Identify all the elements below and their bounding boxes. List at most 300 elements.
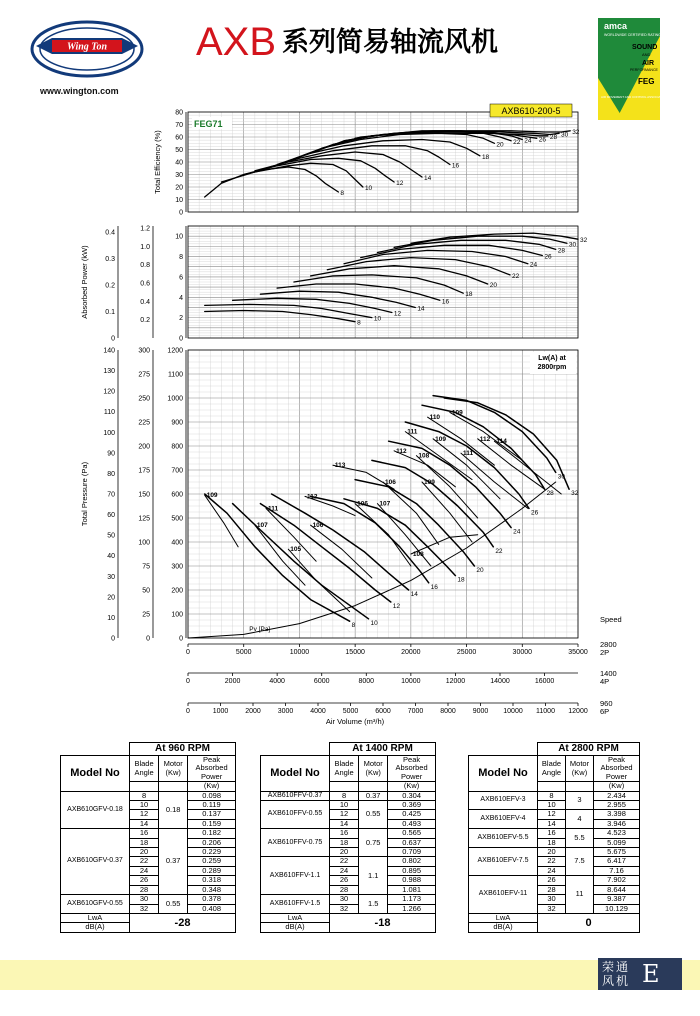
blade-angle-cell: 8 [130,791,159,800]
blade-angle-cell: 14 [130,819,159,828]
pressure-2800-tick: 500 [171,515,183,523]
iso-noise-line [355,504,411,566]
peak-power-cell: 5.675 [594,848,640,857]
model-cell: AXB610EFV-4 [469,810,538,829]
power-kw-tick: 4 [179,294,183,302]
motor-cell: 0.18 [159,791,188,829]
power-curve-label: 18 [465,291,473,299]
peak-power-cell: 0.304 [388,791,436,800]
motor-cell: 0.55 [359,801,388,829]
pressure-960-tick: 30 [107,573,115,581]
pressure-960-tick: 60 [107,512,115,520]
power-curve-label: 22 [512,272,520,280]
power-mid-tick: 1.0 [140,243,150,251]
x-axis-label: Air Volume (m³/h) [325,717,385,726]
iso-noise-line [266,508,316,561]
peak-power-cell: 1.081 [388,885,436,894]
table-rpm-header: At 1400 RPM [330,743,436,756]
blade-angle-cell: 16 [330,829,359,838]
eff-tick-label: 40 [175,159,183,167]
pressure-1400-tick: 0 [146,635,150,643]
table-row [469,829,640,838]
model-cell: AXB610FFV-0.55 [261,801,330,829]
iso-noise-label: 112 [479,435,491,443]
blade-angle-cell: 30 [330,895,359,904]
peak-power-cell: 0.408 [188,904,236,913]
power-curve-20 [311,266,488,284]
power-small-tick: 0.3 [105,256,115,264]
col-peak-unit: (Kw) [594,782,640,791]
eff-tick-label: 70 [175,122,183,129]
lwa-label: LwA [261,913,330,922]
pressure-2800-tick: 1200 [167,347,183,355]
model-cell: AXB610EFV-7.5 [469,848,538,876]
blade-angle-cell: 26 [130,876,159,885]
blank-cell [61,743,130,756]
table-row [261,829,436,838]
peak-power-cell: 0.565 [388,829,436,838]
col-peak-header: Peak Absorbed Power [388,756,436,782]
blade-angle-cell: 12 [130,810,159,819]
col-motor-header: Motor (Kw) [566,756,594,782]
blade-angle-cell: 28 [538,885,566,894]
svg-text:WORLDWIDE CERTIFIED RATINGS: WORLDWIDE CERTIFIED RATINGS [604,33,664,37]
power-small-tick: 0.2 [105,282,115,290]
iso-noise-label: 109 [435,435,447,443]
blade-angle-cell: 8 [330,791,359,800]
peak-power-cell: 0.425 [388,810,436,819]
blade-angle-cell: 24 [130,866,159,875]
pressure-2800-tick: 600 [171,491,183,499]
power-curve-label: 14 [417,305,425,313]
logo-text: Wing Ton [66,41,108,53]
col-motor-header: Motor (Kw) [359,756,388,782]
model-cell: AXB610FFV-1.1 [261,857,330,895]
x-tick-label-960: 9000 [472,708,489,715]
peak-power-cell: 7.16 [594,866,640,875]
x-axis-poles: 2P [600,648,610,657]
lwa-unit: dB(A) [469,923,538,932]
grid [188,226,578,338]
x-tick-label-1400: 4000 [269,678,285,685]
col-peak-header: Peak Absorbed Power [594,756,640,782]
iso-noise-label: 108 [418,452,430,460]
pressure-1400-tick: 75 [142,563,150,571]
power-kw-tick: 6 [179,274,183,282]
x-tick-label-960: 10000 [503,708,523,715]
efficiency-curve-label: 24 [524,137,532,145]
eff-tick-label: 30 [175,172,183,179]
eff-tick-label: 10 [175,197,183,204]
blade-angle-cell: 32 [330,904,359,913]
power-curve-label: 26 [544,253,552,261]
blank-cell [261,743,330,756]
blade-angle-cell: 20 [330,848,359,857]
blade-angle-cell: 26 [330,876,359,885]
x-axis-poles: 6P [600,707,610,716]
pressure-2800-tick: 700 [171,467,183,475]
power-mid-tick: 0.8 [140,262,150,270]
efficiency-curve-label: 10 [364,185,373,192]
motor-cell: 0.37 [159,829,188,895]
iso-noise-label: 111 [268,505,279,513]
power-mid-tick: 0.4 [140,298,150,306]
iso-noise-label: 111 [407,428,418,436]
efficiency-curve-label: 20 [496,141,504,149]
x-tick-label-1400: 8000 [358,678,375,685]
iso-noise-line [416,456,477,518]
blade-angle-cell: 32 [130,904,159,913]
x-tick-label-2800: 5000 [235,649,252,656]
power-curve-label: 28 [557,247,565,255]
peak-power-cell: 0.182 [188,829,236,838]
peak-power-cell: 3.946 [594,819,640,828]
x-tick-label-960: 2000 [245,708,261,715]
x-tick-label-960: 12000 [568,708,588,715]
blade-angle-cell: 28 [130,885,159,894]
efficiency-curve-label: 18 [481,153,490,161]
power-curve-32 [411,233,578,243]
pressure-curve-label: 12 [392,603,401,610]
power-axis-label: Absorbed Power (kW) [80,245,89,319]
footer-band [0,960,700,990]
blade-angle-cell: 32 [538,904,566,913]
model-cell: AXB610GFV-0.55 [61,895,130,914]
blade-angle-cell: 10 [330,801,359,810]
pressure-2800-tick: 200 [171,587,183,595]
model-cell: AXB610EFV-3 [469,791,538,810]
blade-angle-cell: 22 [538,857,566,866]
x-axis-poles: 4P [600,677,610,686]
pressure-1400-tick: 175 [138,467,150,475]
blank-cell [538,782,566,791]
x-tick-label-1400: 0 [186,678,190,685]
iso-noise-line [288,549,349,611]
blade-angle-cell: 12 [538,810,566,819]
iso-noise-label: 109 [206,492,218,500]
blade-angle-cell: 24 [330,866,359,875]
iso-noise-label: 109 [451,409,463,417]
blade-angle-cell: 18 [130,838,159,847]
pressure-curve-label: 24 [513,528,521,536]
x-tick-label-960: 6000 [375,708,391,715]
pressure-960-tick: 100 [103,429,115,437]
pressure-curve-label: 30 [557,473,565,481]
blade-angle-cell: 18 [538,838,566,847]
pressure-curve-label: 8 [351,622,356,630]
peak-power-cell: 2.434 [594,791,640,800]
pressure-1400-tick: 50 [142,587,150,595]
col-model-header: Model No [261,756,330,792]
power-curve-label: 24 [529,261,538,269]
power-kw-tick: 10 [175,233,183,241]
x-tick-label-2800: 0 [186,649,190,656]
peak-power-cell: 1.173 [388,895,436,904]
model-cell: AXB610EFV-11 [469,876,538,914]
power-curve-label: 8 [357,319,361,327]
iso-noise-line [311,525,372,578]
col-peak-unit: (Kw) [388,782,436,791]
x-tick-label-1400: 16000 [534,678,555,685]
pv-label: Pv [Pa] [249,625,271,633]
efficiency-curve-label: 30 [561,131,569,139]
power-curve-label: 30 [568,241,577,249]
footer-brand: 荣通 风机 [602,960,631,988]
peak-power-cell: 0.098 [188,791,236,800]
col-motor-header: Motor (Kw) [159,756,188,782]
pressure-1400-tick: 25 [142,611,150,619]
peak-power-cell: 0.709 [388,848,436,857]
blank-cell [330,782,359,791]
peak-power-cell: 0.229 [188,848,236,857]
blade-angle-cell: 8 [538,791,566,800]
blade-angle-cell: 20 [130,848,159,857]
col-peak-unit: (Kw) [188,782,236,791]
pressure-1400-tick: 250 [138,395,150,403]
pressure-2800-tick: 300 [171,563,183,571]
peak-power-cell: 3.398 [594,810,640,819]
eff-tick-label: 60 [175,134,183,142]
power-mid-tick: 0.6 [140,280,150,288]
website-url: www.wington.com [40,86,119,96]
blade-angle-cell: 30 [130,895,159,904]
pressure-curve-24 [389,441,512,527]
table-row [469,876,640,885]
eff-axis-label: Total Efficiency (%) [153,130,162,194]
x-tick-label-1400: 14000 [490,678,510,685]
peak-power-cell: 0.802 [388,857,436,866]
x-tick-label-1400: 12000 [445,678,466,685]
table-row [61,895,236,904]
pressure-curve-label: 32 [571,490,579,498]
blank-cell [159,782,188,791]
iso-noise-label: 107 [256,522,268,530]
x-tick-label-960: 7000 [407,708,424,715]
efficiency-curve-label: 12 [396,180,404,187]
pressure-curve-label: 22 [495,547,503,555]
peak-power-cell: 0.988 [388,876,436,885]
model-cell: AXB610GFV-0.18 [61,791,130,829]
motor-cell: 4 [566,810,594,829]
pressure-960-tick: 40 [107,553,115,561]
pressure-1400-tick: 225 [138,419,150,427]
pressure-curve-label: 28 [546,490,554,498]
blade-angle-cell: 14 [330,819,359,828]
peak-power-cell: 4.523 [594,829,640,838]
eff-tick-label: 0 [179,209,183,217]
lwa-unit: dB(A) [261,923,330,932]
pressure-960-tick: 50 [107,532,115,540]
lwa-label: LwA [61,913,130,922]
blank-cell [130,782,159,791]
blade-angle-cell: 30 [538,895,566,904]
peak-power-cell: 10.129 [594,904,640,913]
x-tick-label-1400: 6000 [313,678,330,685]
title-chinese: 系列简易轴流风机 [282,27,499,58]
lwa-value: -18 [330,913,436,932]
peak-power-cell: 0.119 [188,801,236,810]
pressure-curve-label: 14 [410,591,418,598]
motor-cell: 0.55 [159,895,188,914]
table-rpm-header: At 960 RPM [130,743,236,756]
performance-chart [0,100,700,740]
pressure-1400-tick: 150 [138,491,150,499]
svg-text:amca: amca [604,21,628,31]
peak-power-cell: 0.369 [388,801,436,810]
x-axis-rpm: 1400 [600,669,617,678]
motor-cell: 1.5 [359,895,388,914]
efficiency-curve-label: 14 [424,175,432,182]
blank-cell [566,782,594,791]
efficiency-curve-label: 28 [549,133,558,141]
grid [188,112,578,212]
blade-angle-cell: 22 [330,857,359,866]
iso-noise-label: 106 [357,500,369,508]
x-tick-label-960: 4000 [310,708,326,715]
iso-noise-label: 112 [307,493,318,501]
pressure-960-tick: 80 [107,470,115,478]
blade-angle-cell: 22 [130,857,159,866]
page-title [196,20,498,65]
motor-cell: 0.37 [359,791,388,800]
pressure-960-tick: 0 [111,635,115,643]
lwa-value: -28 [130,913,236,932]
blade-angle-cell: 20 [538,848,566,857]
efficiency-curve-label: 26 [538,136,547,144]
col-blade-header: Blade Angle [538,756,566,782]
model-cell: AXB610EFV-5.5 [469,829,538,848]
model-cell: AXB610GFV-0.37 [61,829,130,895]
pressure-curve-label: 10 [370,619,378,627]
x-axis-rpm: 960 [600,699,613,708]
peak-power-cell: 0.378 [188,895,236,904]
blade-angle-cell: 18 [330,838,359,847]
pressure-axis-label: Total Pressure (Pa) [80,461,89,527]
blank-cell [469,743,538,756]
pressure-2800-tick: 100 [171,611,183,619]
peak-power-cell: 0.318 [188,876,236,885]
blade-angle-cell: 14 [538,819,566,828]
motor-cell: 7.5 [566,848,594,876]
blade-angle-cell: 10 [130,801,159,810]
x-tick-label-960: 8000 [440,708,456,715]
pressure-960-tick: 90 [107,450,115,458]
col-blade-header: Blade Angle [130,756,159,782]
wington-logo [28,18,146,80]
pressure-2800-tick: 1000 [167,395,183,403]
col-blade-header: Blade Angle [330,756,359,782]
iso-noise-label: 106 [312,522,324,530]
speed-label: Speed [600,615,622,624]
svg-text:PERFORMANCE: PERFORMANCE [630,68,658,72]
model-label: AXB610-200-5 [501,106,561,116]
pressure-1400-tick: 125 [138,515,150,523]
col-model-header: Model No [469,756,538,792]
x-tick-label-2800: 25000 [456,649,477,656]
peak-power-cell: 2.955 [594,801,640,810]
power-curve-label: 12 [393,310,402,318]
pressure-1400-tick: 275 [138,371,150,379]
peak-power-cell: 0.493 [388,819,436,828]
blade-angle-cell: 12 [330,810,359,819]
pressure-2800-tick: 0 [179,635,183,643]
table-row [261,857,436,866]
pressure-1400-tick: 100 [138,539,150,547]
x-tick-label-1400: 10000 [401,678,421,685]
power-kw-tick: 8 [179,254,183,262]
peak-power-cell: 8.644 [594,885,640,894]
peak-power-cell: 0.259 [188,857,236,866]
iso-noise-label: 107 [379,500,391,508]
pressure-960-tick: 110 [103,409,115,417]
power-small-tick: 0 [111,335,115,343]
x-tick-label-2800: 15000 [345,649,365,656]
peak-power-cell: 0.137 [188,810,236,819]
peak-power-cell: 0.637 [388,838,436,847]
eff-tick-label: 50 [175,147,183,154]
iso-noise-label: 109 [424,479,435,486]
lwa-note-line1: Lw(A) at [538,355,566,362]
table-960rpm [60,742,236,933]
x-tick-label-960: 3000 [277,708,294,715]
motor-cell: 11 [566,876,594,914]
pressure-960-tick: 120 [103,388,115,396]
lwa-unit: dB(A) [61,923,130,932]
x-tick-label-2800: 35000 [568,649,588,656]
pressure-curve-label: 16 [430,583,438,591]
footer-page-box [598,958,682,1016]
pressure-curve-label: 18 [457,576,465,584]
efficiency-curve-label: 16 [451,162,460,170]
motor-cell: 0.75 [359,829,388,857]
peak-power-cell: 0.159 [188,819,236,828]
x-tick-label-2800: 20000 [401,649,421,656]
power-curve-label: 32 [580,237,588,245]
pressure-960-tick: 130 [103,368,115,376]
model-cell: AXB610FFV-0.75 [261,829,330,857]
power-curve-22 [327,258,510,275]
motor-cell: 1.1 [359,857,388,895]
pressure-1400-tick: 200 [138,443,150,451]
svg-text:AIR MOVEMENT AND CONTROL ASSOC: AIR MOVEMENT AND CONTROL ASSOCIATION INTERNATIONAL, INC. [601,95,700,99]
x-tick-label-1400: 2000 [224,678,241,685]
col-peak-header: Peak Absorbed Power [188,756,236,782]
pressure-1400-tick: 300 [138,347,150,355]
x-tick-label-2800: 30000 [512,649,533,656]
blank-cell [359,782,388,791]
model-cell: AXB610FFV-0.37 [261,791,330,800]
iso-noise-label: 111 [463,450,474,458]
iso-noise-label: 113 [334,462,346,470]
iso-noise-label: 110 [429,414,441,422]
efficiency-curve-label: 22 [513,138,521,146]
iso-noise-label: 114 [496,438,507,446]
table-row [61,829,236,838]
peak-power-cell: 0.895 [388,866,436,875]
peak-power-cell: 9.387 [594,895,640,904]
pressure-960-tick: 70 [107,491,115,499]
svg-text:FEG: FEG [638,77,655,86]
power-small-tick: 0.1 [105,309,115,317]
power-kw-tick: 2 [179,315,183,323]
iso-noise-label: 112 [396,447,407,455]
peak-power-cell: 0.348 [188,885,236,894]
pressure-2800-tick: 400 [171,539,183,547]
x-axis-rpm: 2800 [600,640,617,649]
peak-power-cell: 6.417 [594,857,640,866]
power-curve-label: 16 [441,298,450,306]
blade-angle-cell: 24 [538,866,566,875]
